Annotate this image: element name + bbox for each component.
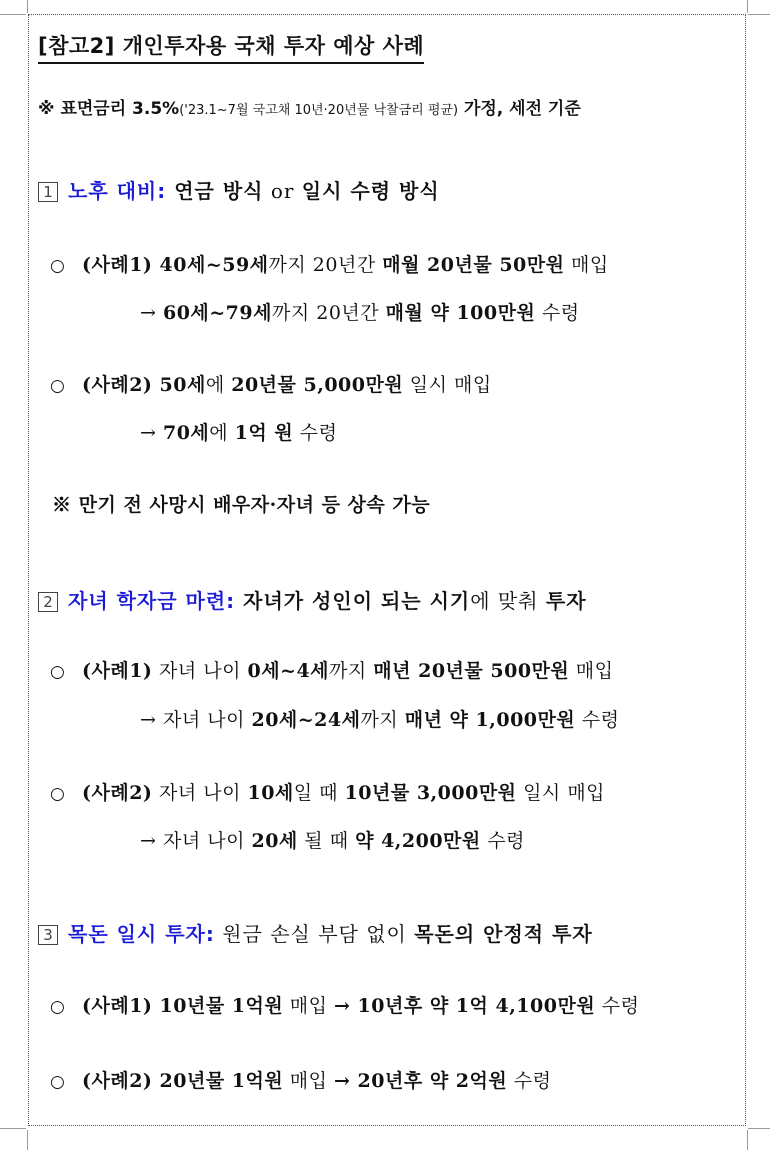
section-number: 3 — [38, 925, 58, 945]
section-number: 2 — [38, 592, 58, 612]
result-line — [140, 298, 580, 325]
case-age: 0세~4세 — [247, 660, 330, 682]
result-age: 70세 — [162, 422, 210, 444]
result-age: 60세~79세 — [162, 302, 272, 324]
crop-mark — [748, 1128, 770, 1129]
result-amount: 약 4,200만원 — [355, 830, 481, 852]
section-title: 목돈 일시 투자: — [68, 922, 215, 946]
result-amount: 매월 약 100만원 — [385, 302, 536, 324]
crop-mark — [747, 0, 748, 13]
case-line — [50, 1066, 551, 1093]
case-line — [50, 991, 639, 1018]
case-label: (사례2) 20년물 1억원 — [82, 1070, 284, 1092]
result-text: 까지 20년간 — [271, 302, 386, 324]
note-suffix: 가정, 세전 기준 — [458, 99, 581, 119]
page-title: [참고2] 개인투자용 국채 투자 예상 사례 — [38, 30, 424, 64]
result-text: 자녀 나이 — [162, 830, 252, 852]
arrow-icon: → — [140, 709, 163, 731]
case-label: (사례1) 10년물 1억원 — [82, 995, 284, 1017]
section-title: 노후 대비: — [68, 179, 167, 203]
case-text: 매입 — [564, 254, 609, 276]
case-label: (사례2) 50세 — [82, 374, 206, 396]
arrow-icon: → — [140, 422, 163, 444]
case-line — [50, 656, 614, 683]
crop-mark — [748, 14, 770, 15]
case-text: 매입 — [283, 1070, 335, 1092]
case-line — [50, 250, 609, 277]
result-line — [140, 705, 619, 732]
section-desc-bold: 투자 — [545, 589, 587, 613]
crop-mark — [27, 0, 28, 13]
result-text: 에 — [209, 422, 235, 444]
section-number: 1 — [38, 182, 58, 202]
section-2-heading — [38, 585, 587, 614]
assumption-note — [38, 94, 581, 119]
case-text: 수령 — [595, 995, 640, 1017]
case-text: 매입 — [283, 995, 335, 1017]
case-line — [50, 778, 605, 805]
result-amount: 1억 원 — [234, 422, 294, 444]
case-text: 자녀 나이 — [152, 782, 248, 804]
case-amount: 매년 20년물 500만원 — [373, 660, 570, 682]
case-text: 매입 — [569, 660, 614, 682]
bullet: ○ — [50, 784, 66, 804]
case-text: 자녀 나이 — [152, 660, 248, 682]
result-amount: → 10년후 약 1억 4,100만원 — [334, 995, 596, 1017]
arrow-icon: → — [140, 830, 163, 852]
section-desc: 에 맞춰 — [470, 589, 546, 613]
crop-mark — [27, 1130, 28, 1150]
case-text: 까지 — [329, 660, 374, 682]
case-text: 수령 — [507, 1070, 552, 1092]
case-label: (사례1) — [82, 660, 153, 682]
case-age: 10세 — [247, 782, 294, 804]
crop-mark — [747, 1130, 748, 1150]
note-prefix: ※ 표면금리 3.5% — [38, 99, 180, 119]
bullet: ○ — [50, 1072, 66, 1092]
case-line — [50, 370, 492, 397]
section-desc-bold: 자녀가 성인이 되는 시기 — [235, 589, 471, 613]
section-1-heading — [38, 175, 440, 204]
bullet: ○ — [50, 662, 66, 682]
inheritance-remark: ※ 만기 전 사망시 배우자·자녀 등 상속 가능 — [52, 494, 431, 516]
case-text: 일시 매입 — [516, 782, 606, 804]
case-text: 일 때 — [293, 782, 345, 804]
section-desc: or — [263, 179, 302, 203]
result-amount: 매년 약 1,000만원 — [404, 709, 576, 731]
case-amount: 20년물 5,000만원 — [231, 374, 404, 396]
result-text: 될 때 — [297, 830, 356, 852]
case-text: 에 — [205, 374, 232, 396]
result-text: 까지 — [360, 709, 405, 731]
section-title: 자녀 학자금 마련: — [68, 589, 236, 613]
case-text: 까지 20년간 — [268, 254, 383, 276]
section-3-heading — [38, 918, 593, 947]
section-desc-bold: 목돈의 안정적 투자 — [414, 922, 593, 946]
bullet: ○ — [50, 376, 66, 396]
crop-mark — [0, 1128, 26, 1129]
result-text: 수령 — [480, 830, 526, 852]
case-label: (사례2) — [82, 782, 153, 804]
bullet: ○ — [50, 256, 66, 276]
case-amount: 10년물 3,000만원 — [344, 782, 517, 804]
result-age: 20세~24세 — [251, 709, 361, 731]
result-text: 자녀 나이 — [162, 709, 252, 731]
section-desc-bold: 일시 수령 방식 — [301, 179, 440, 203]
result-text: 수령 — [535, 302, 580, 324]
bullet: ○ — [50, 997, 66, 1017]
case-text: 일시 매입 — [403, 374, 492, 396]
case-label: (사례1) 40세~59세 — [82, 254, 269, 276]
case-amount: 매월 20년물 50만원 — [382, 254, 565, 276]
section-desc-bold: 연금 방식 — [166, 179, 264, 203]
section-desc: 원금 손실 부담 없이 — [214, 922, 415, 946]
result-text: 수령 — [293, 422, 338, 444]
result-line — [140, 418, 337, 445]
result-age: 20세 — [251, 830, 298, 852]
result-text: 수령 — [575, 709, 620, 731]
result-line — [140, 826, 525, 853]
result-amount: → 20년후 약 2억원 — [334, 1070, 508, 1092]
crop-mark — [0, 14, 26, 15]
note-paren: ('23.1~7월 국고채 10년·20년물 낙찰금리 평균) — [179, 103, 459, 118]
arrow-icon: → — [140, 302, 163, 324]
